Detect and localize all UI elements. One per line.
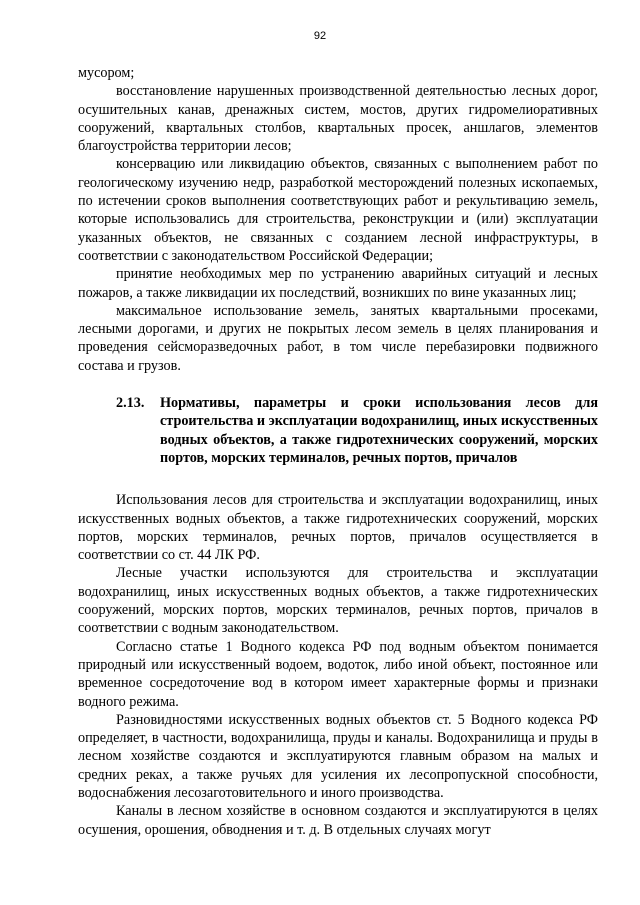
paragraph: Разновидностями искусственных водных объектов ст. 5 Водного кодекса РФ определяет, в частности, водохранилища, пруды и каналы. Водохранилища и пруды в лесном хозяйстве создаются и эксплуатируются главным образом на малых и средних реках, а также ручьях для усиления их лесопропускной способности, водоснабжения лесозаготовительного и иного производства.	[78, 711, 598, 801]
section-number: 2.13.	[116, 395, 145, 412]
paragraph: восстановление нарушенных производственной деятельностью лесных дорог, осушительных канав, дренажных систем, мостов, других гидромелиоративных сооружений, квартальных столбов, квартальных просек, аншлагов, элементов благоустройства территории лесов;	[78, 83, 598, 155]
section-heading	[78, 394, 598, 467]
paragraph: Использования лесов для строительства и эксплуатации водохранилищ, иных искусственных водных объектов, а также гидротехнических сооружений, морских портов, морских терминалов, речных портов, причалов осуществляется в соответствии со ст. 44 ЛК РФ.	[78, 492, 598, 564]
paragraph: принятие необходимых мер по устранению аварийных ситуаций и лесных пожаров, а также ликвидации их последствий, возникших по вине указанных лиц;	[78, 266, 598, 301]
page-content	[78, 64, 598, 839]
paragraph: мусором;	[78, 65, 135, 81]
paragraph: Лесные участки используются для строительства и эксплуатации водохранилищ, иных искусственных водных объектов, а также гидротехнических сооружений, морских портов, морских терминалов, речных портов, причалов в соответствии с водным законодательством.	[78, 565, 598, 637]
paragraph: Согласно статье 1 Водного кодекса РФ под водным объектом понимается природный или искусственный водоем, водоток, либо иной объект, постоянное или временное сосредоточение вод в котором имеет характерные формы и признаки водного режима.	[78, 638, 598, 710]
paragraph: Каналы в лесном хозяйстве в основном создаются и эксплуатируются в целях осушения, орошения, обводнения и т. д. В отдельных случаях могут	[78, 803, 598, 838]
section-title: Нормативы, параметры и сроки использования лесов для строительства и эксплуатации водохранилищ, иных искусственных водных объектов, а также гидротехнических сооружений, морских портов, морских терминалов, речных портов, причалов	[160, 395, 598, 466]
page-number: 92	[313, 30, 327, 42]
paragraph: максимальное использование земель, занятых квартальными просеками, лесными дорогами, и других не покрытых лесом земель в целях планирования и проведения сейсморазведочных работ, в том числе перебазировки подвижного состава и грузов.	[78, 302, 598, 374]
paragraph: консервацию или ликвидацию объектов, связанных с выполнением работ по геологическому изучению недр, разработкой месторождений полезных ископаемых, по истечении сроков выполнения соответствующих работ и рекультивацию земель, которые использовались для строительства, реконструкции и (или) эксплуатации указанных объектов, не связанных с созданием лесной инфраструктуры, в соответствии с законодательством Российской Федерации;	[78, 156, 598, 264]
